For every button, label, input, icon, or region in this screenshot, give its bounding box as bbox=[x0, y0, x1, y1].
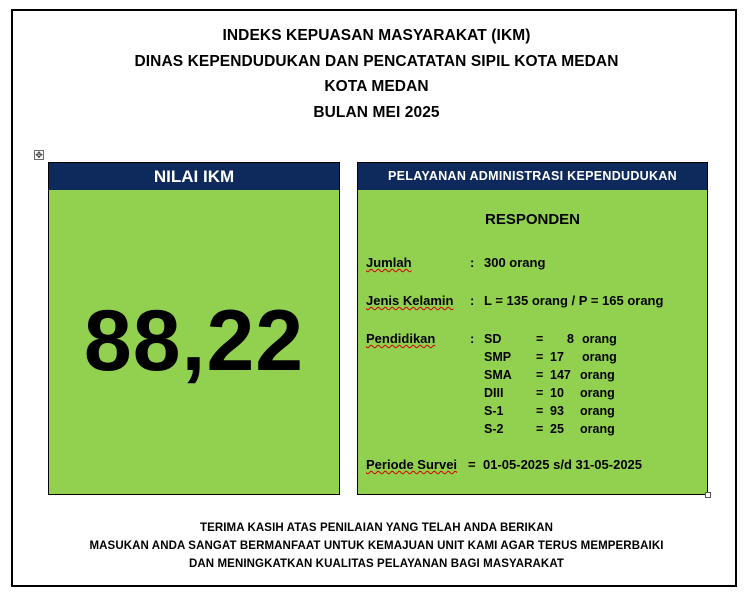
education-count: 25 bbox=[550, 422, 564, 436]
education-equals: = bbox=[536, 404, 544, 418]
education-unit: orang bbox=[582, 332, 617, 346]
service-title: PELAYANAN ADMINISTRASI KEPENDUDUKAN bbox=[358, 163, 707, 190]
jumlah-colon: : bbox=[470, 255, 475, 270]
education-equals: = bbox=[536, 386, 544, 400]
period-label: Periode Survei bbox=[366, 457, 458, 472]
header-line-month: BULAN MEI 2025 bbox=[313, 103, 440, 121]
gender-value: L = 135 orang / P = 165 orang bbox=[484, 293, 664, 308]
education-level: DIII bbox=[484, 386, 504, 400]
education-unit: orang bbox=[580, 422, 615, 436]
period-equals: = bbox=[468, 457, 476, 472]
footer-line-feedback: MASUKAN ANDA SANGAT BERMANFAAT UNTUK KEMAJUAN UNIT KAMI AGAR TERUS MEMPERBAIKI bbox=[89, 540, 664, 552]
education-unit: orang bbox=[580, 404, 615, 418]
education-colon: : bbox=[470, 331, 475, 346]
education-level: SD bbox=[484, 332, 502, 346]
education-level: S-1 bbox=[484, 404, 504, 418]
education-level: SMP bbox=[484, 350, 512, 364]
ikm-score-title: NILAI IKM bbox=[49, 163, 339, 190]
education-count: 8 bbox=[567, 332, 574, 346]
education-count: 93 bbox=[550, 404, 564, 418]
education-level: SMA bbox=[484, 368, 512, 382]
ikm-score-panel bbox=[48, 162, 340, 495]
footer-line-quality: DAN MENINGKATKAN KUALITAS PELAYANAN BAGI MASYARAKAT bbox=[188, 558, 565, 570]
education-unit: orang bbox=[582, 350, 617, 364]
education-level: S-2 bbox=[484, 422, 504, 436]
education-unit: orang bbox=[580, 386, 615, 400]
education-count: 147 bbox=[550, 368, 571, 382]
education-equals: = bbox=[536, 332, 544, 346]
education-count: 10 bbox=[550, 386, 564, 400]
period-value: 01-05-2025 s/d 31-05-2025 bbox=[483, 457, 643, 472]
document-footer bbox=[0, 519, 753, 573]
document-header bbox=[0, 23, 753, 125]
respondents-title: RESPONDEN bbox=[484, 211, 581, 228]
education-equals: = bbox=[536, 422, 544, 436]
gender-label: Jenis Kelamin bbox=[366, 293, 454, 308]
gender-colon: : bbox=[470, 293, 475, 308]
header-line-city: KOTA MEDAN bbox=[324, 78, 429, 95]
table-move-handle-icon[interactable]: ✥ bbox=[35, 150, 43, 160]
education-unit: orang bbox=[580, 368, 615, 382]
education-equals: = bbox=[536, 368, 544, 382]
header-line-title: INDEKS KEPUASAN MASYARAKAT (IKM) bbox=[222, 27, 531, 44]
education-count: 17 bbox=[550, 350, 564, 364]
education-label: Pendidikan bbox=[366, 331, 436, 346]
respondent-panel bbox=[357, 162, 708, 495]
resize-handle-icon[interactable] bbox=[705, 492, 711, 498]
footer-line-thanks: TERIMA KASIH ATAS PENILAIAN YANG TELAH ANDA BERIKAN bbox=[199, 522, 554, 534]
jumlah-value: 300 orang bbox=[484, 255, 546, 270]
ikm-score-value: 88,22 bbox=[83, 293, 305, 389]
jumlah-label: Jumlah bbox=[366, 255, 412, 270]
header-line-agency: DINAS KEPENDUDUKAN DAN PENCATATAN SIPIL KOTA MEDAN bbox=[134, 52, 619, 70]
education-equals: = bbox=[536, 350, 544, 364]
